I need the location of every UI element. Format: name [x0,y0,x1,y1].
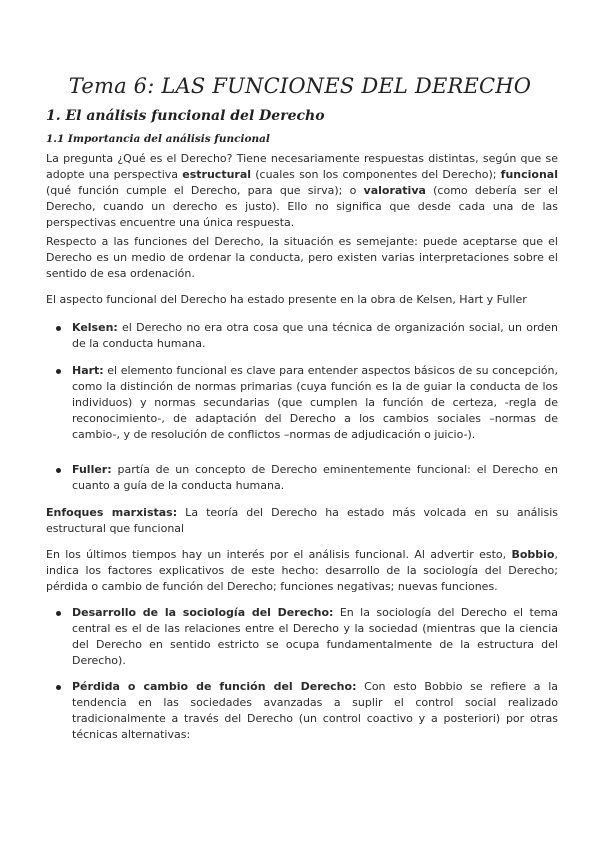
term-funcional: funcional [500,168,558,182]
bullet-icon [56,326,61,331]
bullet-icon [56,468,61,473]
paragraph-bobbio: En los últimos tiempos hay un interés por el análisis funcional. Al advertir esto, Bobbio, indica los factores explicativos de este hecho: desarrollo de la sociología del Derecho; pérdida o cambio de función del Derecho; funciones negativas; nuevas funciones. [46,548,558,594]
section-heading-1: 1. El análisis funcional del Derecho [46,108,325,124]
bullet-icon [56,369,61,374]
paragraph-perspectives: La pregunta ¿Qué es el Derecho? Tiene necesariamente respuestas distintas, según que se adopte una perspectiva estructural (cuales son los componentes del Derecho); funcional (qué función cumple el Derecho, para que sirva); o valorativa (como debería ser el Derecho, cuando un derecho es justo). Ello no significa que desde cada una de las perspectivas encuentre una única respuesta. [46,152,558,230]
list-item-hart: Hart: el elemento funcional es clave para entender aspectos básicos de su concepción, como la distinción de normas primarias (cuya función es la de guiar la conducta de los individuos) y normas secundarias (que cumplen la función de certeza, -regla de reconocimiento-, de adaptación del Derecho a los cambios sociales –normas de cambio-, y de resolución de conflictos –normas de adjudicación o juicio-). [72,364,558,442]
list-item-fuller: Fuller: partía de un concepto de Derecho eminentemente funcional: el Derecho en cuanto a guía de la conducta humana. [72,463,558,493]
list-item-kelsen: Kelsen: el Derecho no era otra cosa que una técnica de organización social, un orden de la conducta humana. [72,321,558,351]
paragraph-functions: Respecto a las funciones del Derecho, la situación es semejante: puede aceptarse que el Derecho es un medio de ordenar la conducta, pero existen varias interpretaciones sobre el sentido de esa ordenación. [46,235,558,281]
list-item-function-loss: Pérdida o cambio de función del Derecho: Con esto Bobbio se refiere a la tendencia en las sociedades avanzadas a suplir el control social realizado tradicionalmente a través del Derecho (un control coactivo y a posteriori) por otras técnicas alternativas: [72,680,558,742]
bullet-icon [56,611,61,616]
bullet-icon [56,685,61,690]
paragraph-authors: El aspecto funcional del Derecho ha estado presente en la obra de Kelsen, Hart y Fuller [46,293,527,306]
document-title: Tema 6: LAS FUNCIONES DEL DERECHO [68,74,532,98]
section-heading-1-1: 1.1 Importancia del análisis funcional [46,133,270,145]
term-valorativa: valorativa [363,184,426,198]
term-bobbio: Bobbio [511,548,555,561]
term-estructural: estructural [182,168,252,182]
list-item-sociology: Desarrollo de la sociología del Derecho: En la sociología del Derecho el tema central es el de las relaciones entre el Derecho y la sociedad (mientras que la ciencia del Derecho en sentido estricto se ocupa fundamentalmente de la estructura del Derecho). [72,606,558,668]
paragraph-marxist: Enfoques marxistas: La teoría del Derecho ha estado más volcada en su análisis estructural que funcional [46,506,558,536]
